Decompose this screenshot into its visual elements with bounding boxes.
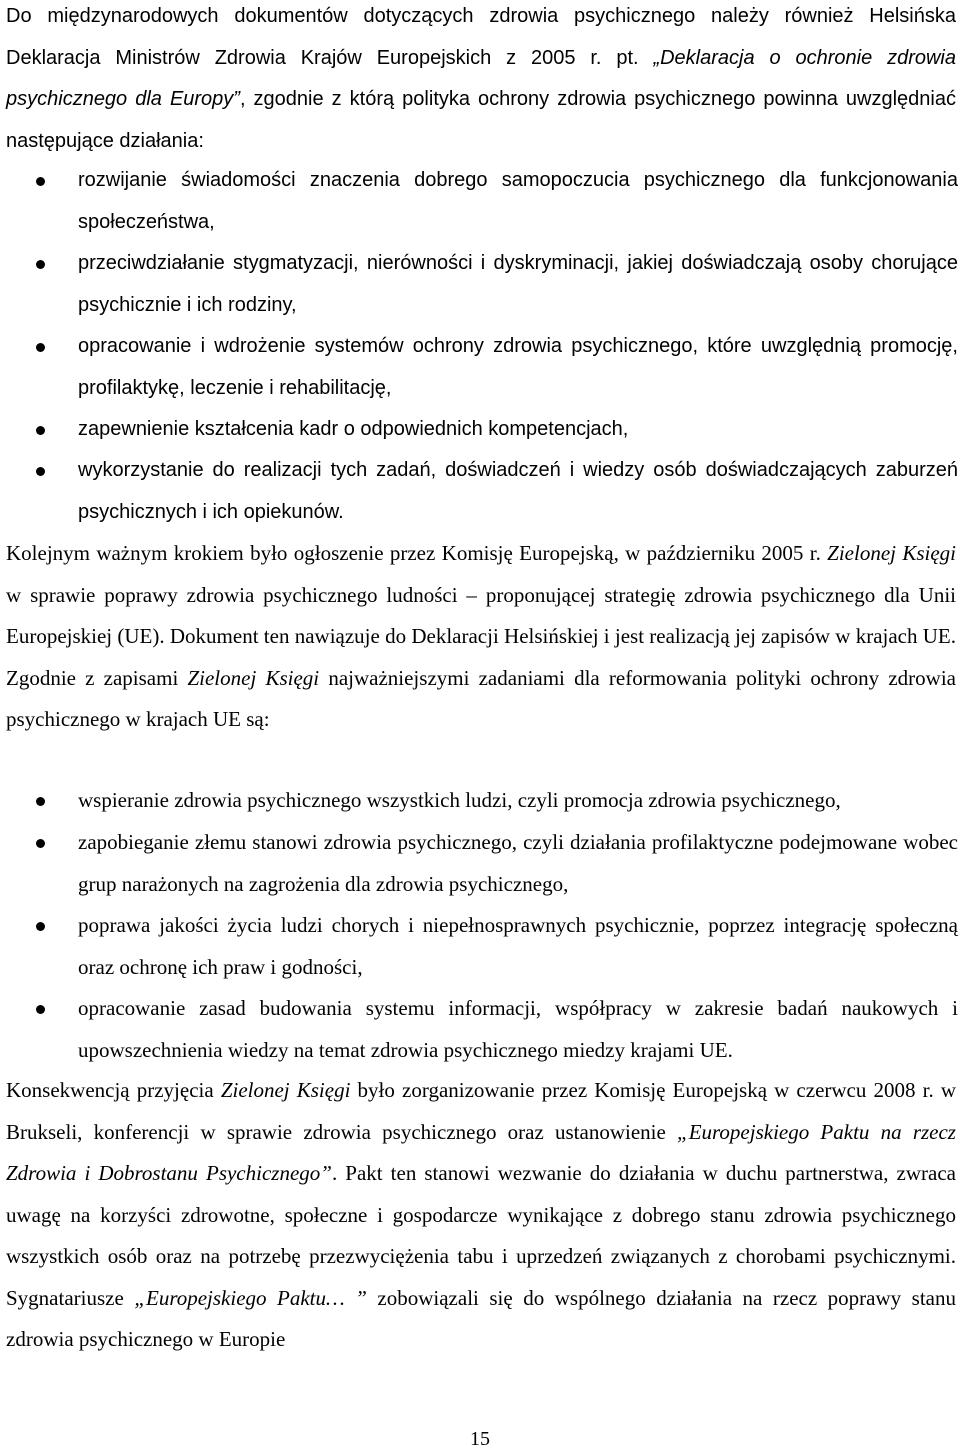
para3-text-e: . Pakt ten stanowi wezwanie do działania w duchu partnerstwa, zwraca uwagę na korzyści zdrowotne, społeczne i gospodarcze wynikające z dobrego stanu zdrowia psychicznego wszystkich osób oraz na potrzebę przezwyciężenia tabu i uprzedzeń związanych z chorobami psychicznymi. Sygnatariusze [6,1161,956,1310]
bullet-icon [36,797,45,806]
bullet-icon [36,1005,45,1014]
list1-item: rozwijanie świadomości znaczenia dobrego samopoczucia psychicznego dla funkcjonowania społeczeństwa, [78,169,958,233]
para2-text-e: najważniejszymi zadaniami dla reformowania polityki ochrony zdrowia psychicznego w krajach UE są: [6,665,956,731]
intro-tail: , zgodnie z którą polityka ochrony zdrowia psychicznego powinna uwzględniać następujące działania: [6,88,956,152]
bullet-icon [36,922,45,931]
pact-title: „Europejskiego Paktu na rzecz Zdrowia i Dobrostanu Psychicznego” [6,1119,956,1185]
intro-paragraph [6,0,956,162]
para2-text-a: Kolejnym ważnym krokiem było ogłoszenie przez Komisję Europejską, w październiku 2005 r. [6,541,828,565]
para3-text-c: było zorganizowanie przez Komisję Europejską w czerwcu 2008 r. w Brukseli, konferencji w sprawie zdrowia psychicznego oraz ustanowienie [6,1078,956,1144]
declaration-title: „Deklaracja o ochronie zdrowia psychicznego dla Europy” [6,46,956,110]
bullet-icon [36,467,45,476]
para3-text-g: zobowiązali się do wspólnego działania na rzecz poprawy stanu zdrowia psychicznego w Europie [6,1285,956,1351]
list2-item: opracowanie zasad budowania systemu informacji, współpracy w zakresie badań naukowych i upowszechnienia wiedzy na temat zdrowia psychicznego miedzy krajami UE. [78,996,958,1062]
list2-item: wspieranie zdrowia psychicznego wszystkich ludzi, czyli promocja zdrowia psychicznego, [78,788,841,812]
list1-item: zapewnienie kształcenia kadr o odpowiednich kompetencjach, [78,418,629,440]
pact-paragraph [6,1070,956,1361]
para3-text-a: Konsekwencją przyjęcia [6,1078,221,1102]
para2-text-c: w sprawie poprawy zdrowia psychicznego ludności – proponującej strategię zdrowia psychicznego dla Unii Europejskiej (UE). Dokument ten nawiązuje do Deklaracji Helsińskiej i jest realizacją jej zapisów w krajach UE. Zgodnie z zapisami [6,582,956,690]
list2-item: zapobieganie złemu stanowi zdrowia psychicznego, czyli działania profilaktyczne podejmowane wobec grup narażonych na zagrożenia dla zdrowia psychicznego, [78,830,958,896]
green-paper-title: Zielonej Księgi [827,541,956,565]
intro-text: Do międzynarodowych dokumentów dotyczących zdrowia psychicznego należy również Helsińska Deklaracja Ministrów Zdrowia Krajów Europejskich z 2005 r. pt. [6,5,956,69]
green-paper-title: Zielonej Księgi [187,665,320,690]
green-paper-paragraph [6,533,956,741]
page-number: 15 [470,1428,490,1450]
bullet-icon [36,260,45,269]
green-paper-title: Zielonej Księgi [220,1078,351,1102]
pact-short-title: „Europejskiego Paktu… ” [134,1285,367,1310]
list1-item: przeciwdziałanie stygmatyzacji, nierówności i dyskryminacji, jakiej doświadczają osoby chorujące psychicznie i ich rodziny, [78,252,958,316]
bullet-icon [36,839,45,848]
bullet-icon [36,426,45,435]
list1-item: opracowanie i wdrożenie systemów ochrony zdrowia psychicznego, które uwzględnią promocję, profilaktykę, leczenie i rehabilitację, [78,335,958,399]
bullet-icon [36,177,45,186]
bullet-icon [36,343,45,352]
list2-item: poprawa jakości życia ludzi chorych i niepełnosprawnych psychicznie, poprzez integrację społeczną oraz ochronę ich praw i godności, [78,913,958,979]
list1-item: wykorzystanie do realizacji tych zadań, doświadczeń i wiedzy osób doświadczających zaburzeń psychicznych i ich opiekunów. [78,459,958,523]
